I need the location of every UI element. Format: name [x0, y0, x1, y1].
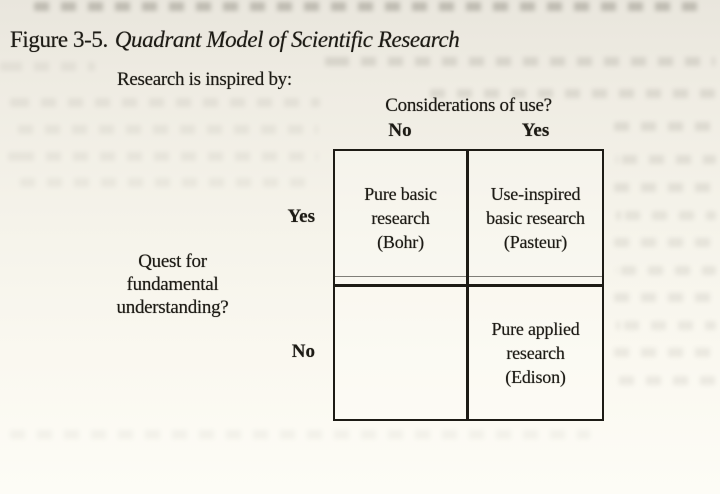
quadrant-pure-basic-research [335, 151, 466, 284]
considerations-of-use-question: Considerations of use? [385, 95, 552, 116]
quadrant-line: Pure basic [364, 183, 437, 204]
bleed-through-artifact [614, 293, 716, 302]
quest-for-understanding-question [95, 250, 250, 319]
bleed-through-artifact [18, 125, 318, 134]
bleed-through-artifact [614, 122, 714, 131]
research-inspired-label: Research is inspired by: [117, 69, 292, 90]
bleed-through-artifact [10, 430, 590, 439]
bleed-through-artifact [8, 152, 318, 161]
bleed-through-artifact [616, 155, 716, 164]
quadrant-line: Pure applied [491, 319, 580, 339]
column-header-no: No [388, 120, 412, 141]
quadrant-table [333, 149, 604, 421]
quadrant-line: (Edison) [505, 367, 566, 387]
quadrant-use-inspired-basic-research [469, 151, 602, 284]
column-header-yes: Yes [521, 120, 550, 141]
bleed-through-artifact [614, 348, 716, 357]
quadrant-line: research [371, 207, 430, 228]
quadrant-pure-applied-research [469, 287, 602, 419]
bleed-through-artifact [10, 98, 320, 107]
quest-question-line1: Quest for [138, 251, 207, 272]
figure-caption-prefix: Figure 3-5. [10, 27, 108, 52]
bleed-through-artifact [616, 211, 716, 220]
quest-question-line2: fundamental [126, 274, 219, 295]
quest-question-line3: understanding? [116, 297, 229, 318]
bleed-through-artifact [0, 62, 95, 71]
quadrant-line: research [506, 343, 565, 363]
bleed-through-artifact [616, 266, 716, 275]
figure-caption [10, 26, 459, 54]
row-header-no: No [291, 341, 315, 362]
bleed-through-artifact [34, 2, 706, 11]
bleed-through-artifact [20, 178, 310, 187]
bleed-through-artifact [616, 376, 716, 385]
quadrant-line: basic research [486, 207, 585, 228]
quadrant-line: Use-inspired [490, 183, 581, 204]
quadrant-line: (Bohr) [377, 231, 424, 252]
bleed-through-artifact [616, 321, 716, 330]
bleed-through-artifact [614, 238, 716, 247]
quadrant-line: (Pasteur) [503, 231, 568, 252]
bleed-through-artifact [614, 183, 716, 192]
bleed-through-artifact [325, 57, 715, 66]
row-header-yes: Yes [287, 206, 315, 227]
figure-caption-title: Quadrant Model of Scientific Research [114, 27, 460, 52]
quadrant-empty [335, 287, 466, 419]
